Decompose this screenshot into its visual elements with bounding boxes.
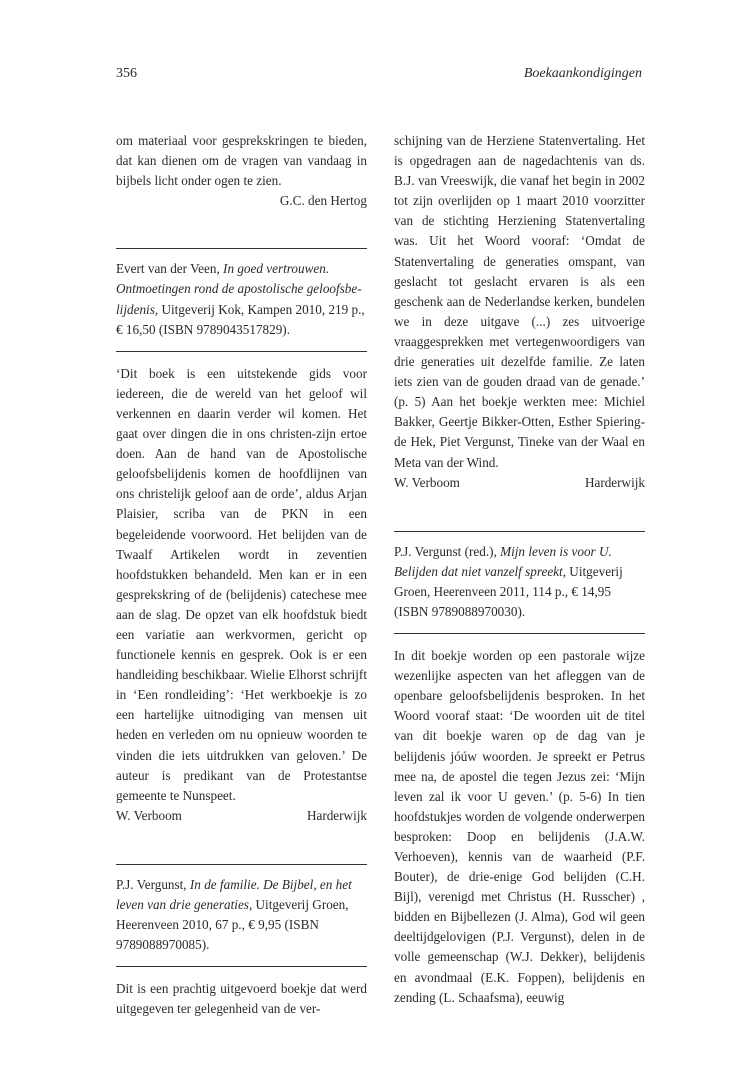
review-1-ending: om materiaal voor gesprekskringen te bieden, dat kan dienen om de vragen van vandaag in bijbels licht onder ogen te zien. [116, 133, 367, 189]
review-3-continued: schijning van de Herziene Statenvertaling. Het is opgedragen aan de nagedachtenis van ds. B.J. van Vreeswijk, die vanaf het begin in 2002 tot zijn overlijden op 1 maart 2010 voorzitter van de stichting Herziening Statenvertaling was. Uit het Woord vooraf: ‘Omdat de Statenvertaling de generaties omspant, van geslacht tot geslacht ervaren is als een geschenk aan de Nederlandse kerken, bundelen we in deze uitgave (...) zes uitvoerige vraaggesprekken met vertegenwoordigers van drie generaties uit dezelfde familie. Ze laten iets zien van de gouden draad van de genade.’ (p. 5) Aan het boekje werkten mee: Michiel Bakker, Geertje Bikker-Otten, Esther Spiering-de Hek, Piet Vergunst, Tineke van der Waal en Meta van der Wind. [394, 133, 645, 470]
reviewer-signature-2 [116, 806, 367, 826]
divider [394, 531, 645, 532]
citation-title: Mijn leven is voor U. Belijden dat niet vanzelf spreekt [394, 543, 612, 579]
reviewer-place: Harderwijk [306, 807, 367, 823]
book-citation-2 [116, 259, 367, 339]
review-2-body: ‘Dit boek is een uitstekende gids voor iedereen, die de wereld van het geloof wil verkennen en daarin verder wil komen. Het gaat over dingen die in ons christen-zijn ertoe doen. Aan de hand van de Apostolische geloofsbelijdenis komen de hoofdlijnen van ons christelijk geloof aan de orde’, aldus Arjan Plaisier, scriba van de PKN in een begeleidende voorwoord. Het belijden van de Twaalf Artikelen wordt in zeventien hoofdstukken behandeld. Men kan er in een gesprekskring of de (belijdenis) catechese mee aan de slag. De opzet van elk hoofdstuk biedt een variatie aan werkvormen, gericht op functionele kennis en gesprek. Ook is er een handleiding beschikbaar. Wielie Elhorst schrijft in ‘Een rondleiding’: ‘Het werkboekje is zo een hartelijke uitnodiging van mensen uit heden en verleden om nu opnieuw woorden te vinden die iets uitdrukken van geloven.’ De auteur is predikant van de Protestantse gemeente te Nunspeet. [116, 365, 367, 803]
reviewer-name: W. Verboom [116, 807, 182, 823]
citation-author: P.J. Vergunst, [116, 876, 190, 892]
book-citation-3 [116, 875, 367, 955]
left-column [116, 131, 367, 1019]
citation-details: , Uitgeverij Groen, Heerenveen 2011, 114 p., € 14,95 (ISBN 9789088970030). [394, 563, 623, 619]
citation-details: , Uitgeverij Kok, Kampen 2010, 219 p., € 16,50 (ISBN 9789043517829). [116, 301, 365, 337]
review-4-body: In dit boekje worden op een pastorale wijze wezenlijke aspecten van het afleggen van de openbare geloofsbelijdenis besproken. In het Woord vooraf staat: ‘De woorden uit de titel van dit boekje waren op de dag van je belijdenis jóúw woorden. Je spreekt er Petrus mee na, de apostel die tegen Jezus zei: ‘Mijn leven zal ik voor U geven.’ (p. 5-6) In tien hoofdstukjes worden de volgende onderwerpen besproken: Doop en belijdenis (J.A.W. Verhoeven), kennis van de waarheid (P.F. Bouter), de drie-enige God belijden (C.H. Bijl), verenigd met Christus (H. Russcher) , bidden en Bijbellezen (J. Alma), God wil geen deeltijdgelovigen (P.J. Vergunst), delen in de volle gemeenschap (W.J. Dekker), belijdenis en avondmaal (E.K. Foppen), belijdenis en zending (L. Schaafsma), eeuwig [394, 648, 645, 1005]
divider [116, 864, 367, 865]
reviewer-place: Harderwijk [584, 474, 645, 490]
reviewer-name: W. Verboom [394, 474, 460, 490]
review-3-body: Dit is een prachtig uitgevoerd boekje dat werd uitgegeven ter gelegenheid van de ver- [116, 981, 367, 1017]
citation-author: Evert van der Veen, [116, 261, 224, 277]
citation-details: , Uitgeverij Groen, Heerenveen 2010, 67 p., € 9,95 (ISBN 9789088970085). [116, 897, 349, 953]
divider [116, 248, 367, 249]
citation-title: In goed vertrouwen. Ontmoetingen rond de apostolische geloofsbe-lijdenis [116, 261, 362, 317]
citation-author: P.J. Vergunst (red.), [394, 543, 501, 559]
book-citation-4 [394, 542, 645, 622]
right-column [394, 131, 645, 1008]
divider [116, 966, 367, 967]
reviewer-signature-1: G.C. den Hertog [279, 193, 367, 209]
reviewer-signature-3 [394, 473, 645, 493]
divider [116, 351, 367, 352]
citation-title: In de familie. De Bijbel, en het leven van drie generaties [116, 876, 352, 912]
running-head: Boekaankondigingen [523, 66, 642, 81]
divider [394, 633, 645, 634]
page-number: 356 [116, 66, 137, 81]
